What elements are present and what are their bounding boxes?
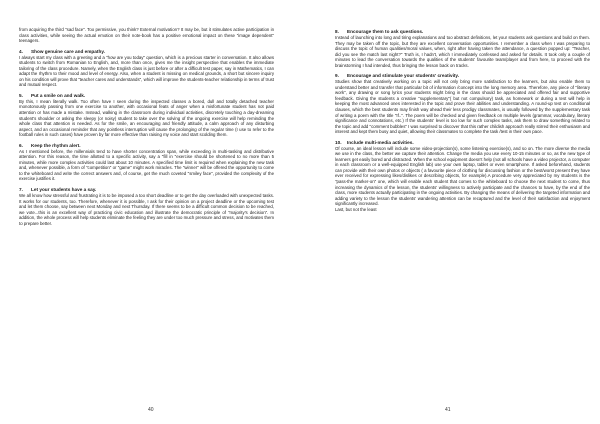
intro-paragraph: from acquiring the third "sad face". Too permissive, you think? External motivation? It may be, but it stimulates active participation in class activities, while seeing the actual emotion on their note-book has a positive emotional impact on these "image dependent" teenagers.	[19, 27, 274, 44]
section-7-heading	[19, 187, 274, 193]
section-6-heading	[19, 143, 274, 149]
section-8-number: 8.	[335, 29, 339, 34]
section-5-body: By this, I mean literally walk. Too often have I seen during the inspected classes a bored, dull and totally detached teacher monotonously passing from one exercise to another, with occasional feats of anger when a misfortunate student has not paid attention or has made a mistake. Instead, walking in the classroom during individual activities, discretely touching a day-dreaming student's shoulder or asking the sleepy (or noisy) student to take over the solving of the ongoing exercise will help reminding the whole class that attention is needed. As for the smile, an encouraging and friendly attitude, a calm approach of any disturbing aspect, and an occasional reminder that any pointless interruption will cause the prolonging of the regular time (I use to refer to the football rules in such cases) have proven by far more effective than raising my voice and start scolding them.	[19, 98, 274, 138]
left-page-number: 40	[148, 407, 154, 413]
closing-line: Last, but not the least	[335, 206, 377, 212]
section-10-heading	[335, 140, 590, 146]
section-6-number: 6.	[19, 142, 23, 148]
section-4-title: Show genuine care and empathy.	[31, 48, 105, 54]
section-9-number: 9.	[335, 73, 339, 79]
section-9-body: Studies show that creatively working on a topic will not only bring more satisfaction to the learners, but also enable them to understand better and transfer that particular bit of information /concept into the long memory area. Therefore, any piece of "literary work", any drawing or song lyrics your students might bring in the class should be appreciated and offered fair and supportive feedback. Giving the students a creative "supplementary"( but not compulsory) task, as homework or during a test will help in keeping the most advanced ones interested in the topic and prove their abilities and understanding. A round-up test on conditional clauses, which the best students may finish way ahead their less prodigy classmates, is usually followed by the supplementary task of writing a poem with the title "If..". The poem will be checked and given feedback on multiple levels (grammar, vocabulary, literary significance and connotations, etc.) If the students' level is too low for such complex tasks, ask them to draw something related to the topic and add "comment bubbles" I was surprised to discover that this rather childish approach really stirred their enthusiasm and interest and kept them busy and quiet, allowing their classmates to complete the task /test in their own pace.	[335, 79, 590, 135]
section-8-body: Instead of launching into long and tiring explanations and too abstract definitions, let your students ask questions and build on them. They may be taken off the topic, but they are excellent conversation opportunities. I remember a class when I was preparing to discuss the topic of human qualities/moral values, when, right after having taken the attendance, a question popped up: "Teacher, did you see the match last night?" Truth is, I hadn't, which I immediately confessed and asked for details. It took only a couple of minutes to lead the conversation towards the qualities of the students' favourite team/player and from here, to proceed with the brainstorming I had intended, thus bringing the lesson back on tracks.	[335, 35, 590, 68]
section-10-title: Include multi-media activities.	[347, 139, 414, 145]
section-9-heading	[335, 73, 590, 79]
section-7-title: Let your students have a say.	[31, 187, 97, 193]
section-8-title: Encourage them to ask questions.	[347, 29, 424, 34]
section-10-number: 10.	[335, 139, 342, 145]
section-9-title: Encourage and stimulate your students' creativity.	[347, 73, 459, 79]
section-7-body: We all know how stressful and frustrating it is to be imposed a too short deadline or to get the day overloaded with unexpected tasks. It works for our students, too. Therefore, whenever it is possible, I ask for their opinion on a project deadline or the upcoming test and let them choose, say between next Monday and next Thursday. If there seems to be a difficult common decision to be reached, we vote...this is an excellent way of practicing civic education and illustrate the democratic principle of "majority's decision". In addition, the whole process will help students eliminate the feeling they are under too much pressure and stress, and motivates them to prepare better.	[19, 193, 274, 226]
right-page-number: 41	[445, 407, 451, 413]
section-7-number: 7.	[19, 187, 23, 193]
section-5-title: Put a smile on and walk.	[31, 92, 86, 98]
right-page	[335, 27, 590, 397]
section-4-body: I always start my class with a greeting and a "how are you today" question, which is a precious starter in conversation. It also allows students to switch from Romanian to English, and, more than once, gives me the insight perspective that enables the immediate tailoring of the class procedure. Namely, when the English class is just before or after a difficult test paper, say in Mathematics, I can adapt the rhythm to their mood and level of energy. Also, when a student is missing on medical grounds, a short but sincere inquiry on his condition will prove that "teacher cares and understands", which will improve the students-teacher relationship in terms of trust and mutual respect.	[19, 54, 274, 88]
section-5-heading	[19, 93, 274, 99]
section-6-title: Keep the rhythm alert.	[31, 142, 81, 148]
left-page	[19, 27, 274, 397]
section-5-number: 5.	[19, 92, 23, 98]
section-8-heading	[335, 29, 590, 35]
section-4-number: 4.	[19, 48, 23, 54]
section-4-heading	[19, 49, 274, 55]
section-10-body: Of course, an ideal lesson will include some video-projection(s), some listening exercise(s), and so on. The more diverse the media we use in the class, the better we capture their attention. Change the media you use every 10-15 minutes or so, as the new type of learners get easily bored and distracted. When the school equipment doesn't help (not all schools have a video projector, a computer in each classroom or a well-equipped English lab) use your own laptop, tablet or even smartphone. If asked beforehand, students can provide with their own photos or objects ( a favourite piece of clothing for discussing fashion or the best/worst present they have ever received for expressing likes/dislikes or describing objects, for example).A procedure very appreciated by my students is the "pass-the marker-on" one, which will enable each student that comes to the whiteboard to choose the next student to come, thus increasing the dynamics of the lesson, the students' willingness to actively participate and the chances to have, by the end of the class, more students actually participating in the ongoing activities. By changing the means of delivering the targeted information and adding variety to the lesson the students' wandering attention can be recaptured and the level of their satisfaction and enjoyment significantly increased.	[335, 145, 590, 207]
section-6-body: As I mentioned before, the millennials tend to have shorter concentration span, while exceeding in multi-tasking and distributive attention. For this reason, the time allotted to a specific activity, say a "fill in "exercise should be shortened to no more than 5 minutes, while more complex activities could last about 10 minutes. A specified time limit is required when explaining the new task and, whenever possible, a form of "competition" or "game" might work miracles. The "winner" will be offered the opportunity to come to the whiteboard and write the correct answers and, of course, get the much coveted "smiley face", provided the complexity of the exercise justifies it.	[19, 148, 274, 182]
